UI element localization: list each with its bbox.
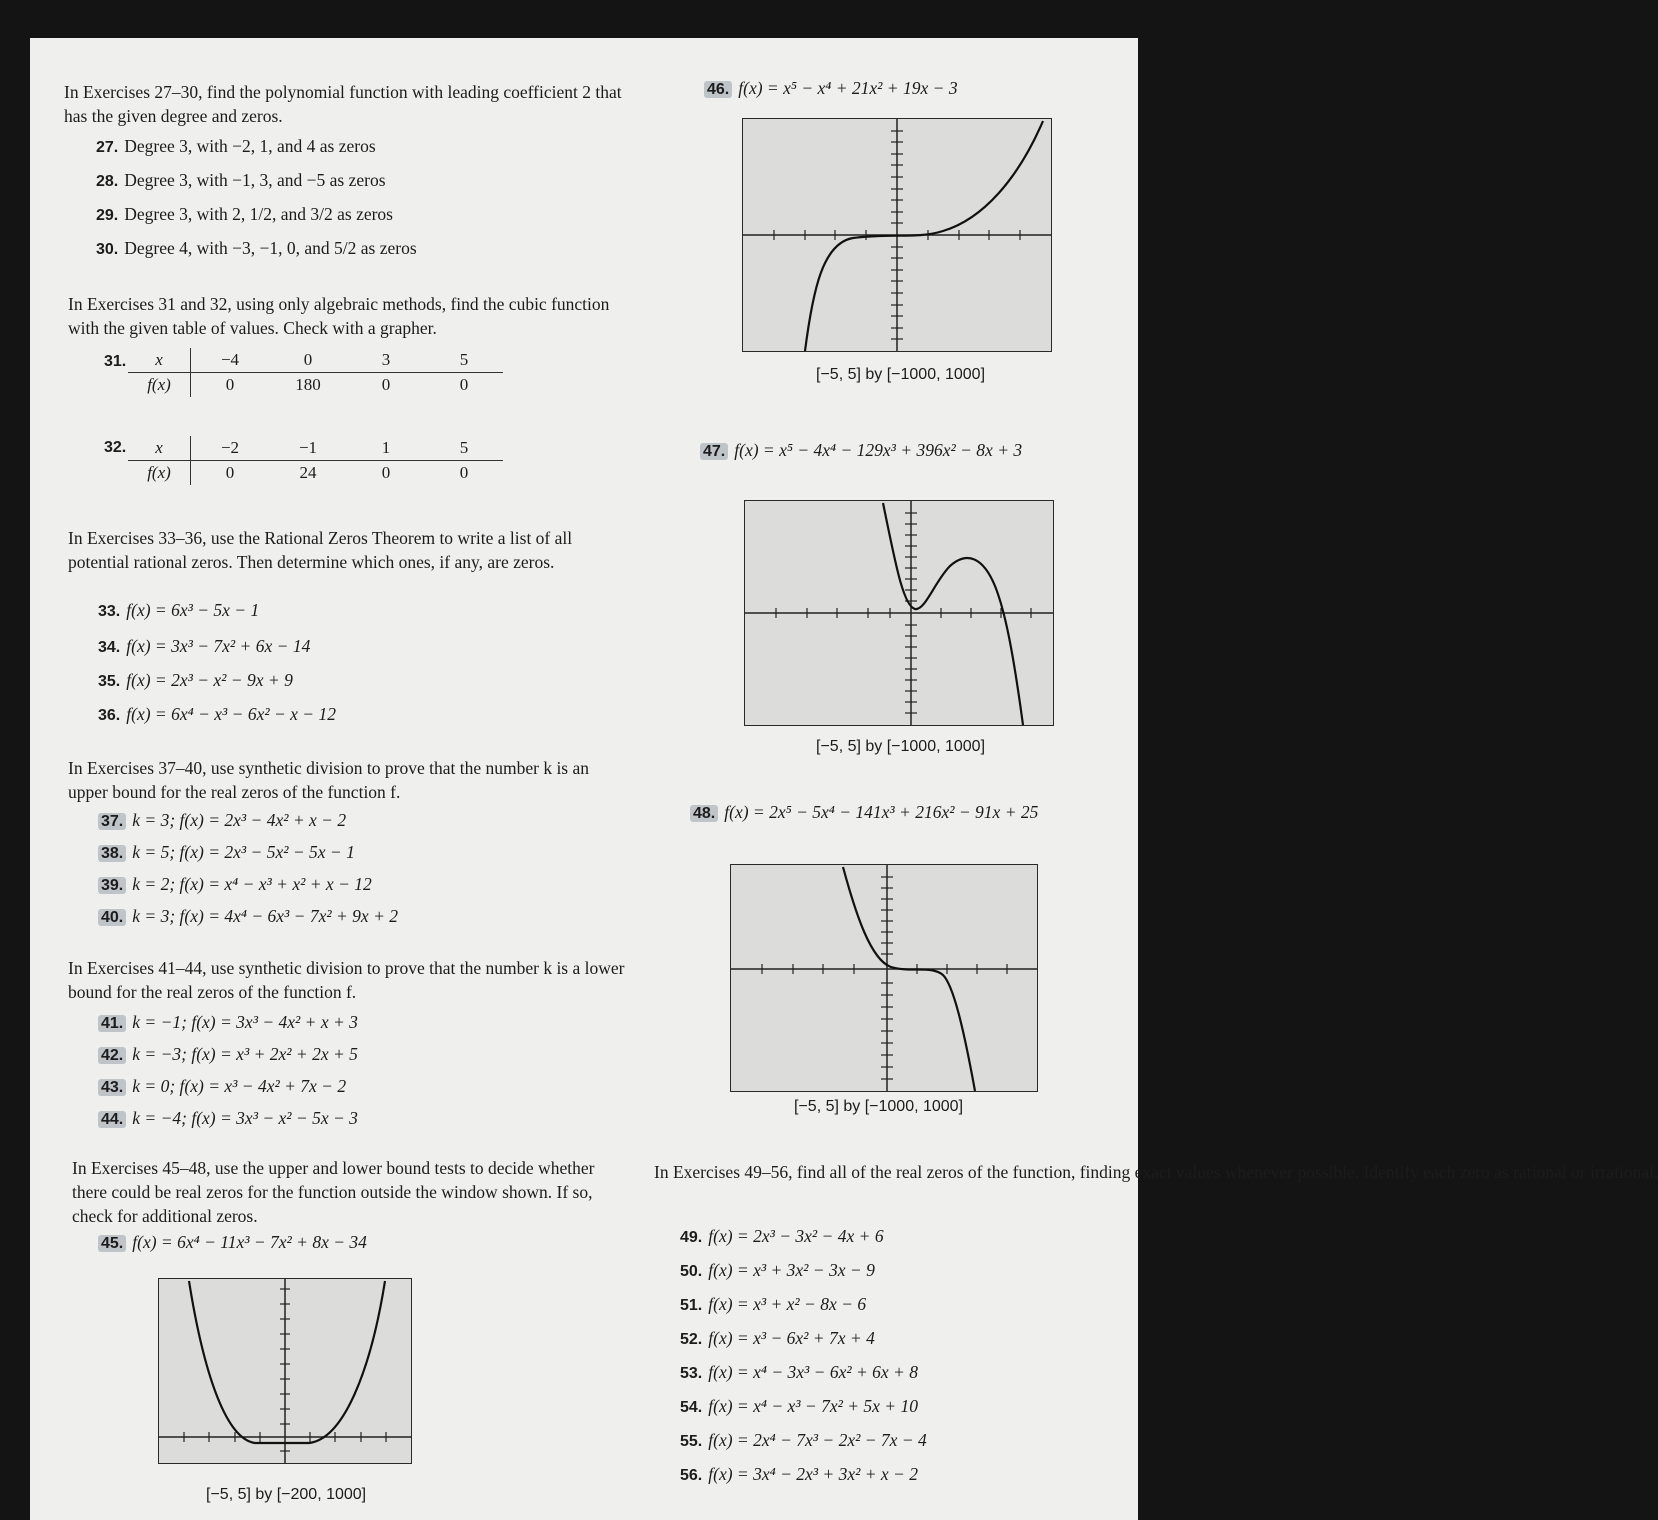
table-cell: 5 xyxy=(425,348,503,373)
instruction-45-48: In Exercises 45–48, use the upper and lower bound tests to decide whether there could be real zeros for the function outside the window shown. If so, check for additional zeros. xyxy=(72,1158,595,1226)
function-curve xyxy=(843,867,975,1091)
table-cell: −4 xyxy=(191,348,270,373)
window-46: [−5, 5] by [−1000, 1000] xyxy=(816,366,986,383)
exercise-36: 36. f(x) = 6x⁴ − x³ − 6x² − x − 12 xyxy=(98,704,336,724)
table-cell: 0 xyxy=(381,375,391,394)
graph-47 xyxy=(744,500,1054,726)
exercise-47: 47. f(x) = x⁵ − 4x⁴ − 129x³ + 396x² − 8x + 3 xyxy=(700,440,1022,461)
table-cell: −2 xyxy=(191,436,270,461)
table-cell: 0 xyxy=(225,463,235,482)
exercise-51: 51. f(x) = x³ + x² − 8x − 6 xyxy=(680,1294,867,1314)
table-cell: 0 xyxy=(459,463,469,482)
instruction-37-40: In Exercises 37–40, use synthetic division to prove that the number k is an upper bound for the real zeros of the function f. xyxy=(68,758,590,802)
instruction-27-30: In Exercises 27–30, find the polynomial function with leading coefficient 2 that has the given degree and zeros. xyxy=(64,82,622,126)
window-47: [−5, 5] by [−1000, 1000] xyxy=(816,738,986,755)
instruction-49-56: In Exercises 49–56, find all of the real zeros of the function, finding exact values whenever possible. Identify each zero as rational or irrational. xyxy=(654,1162,1658,1182)
exercise-40: 40. k = 3; f(x) = 4x⁴ − 6x³ − 7x² + 9x + 2 xyxy=(98,906,398,927)
exercise-44: 44. k = −4; f(x) = 3x³ − x² − 5x − 3 xyxy=(98,1108,358,1129)
function-curve xyxy=(805,121,1043,351)
table-header: x xyxy=(128,436,191,461)
exercise-29: 29. Degree 3, with 2, 1/2, and 3/2 as zeros xyxy=(96,204,393,224)
graph-48 xyxy=(730,864,1038,1092)
textbook-page xyxy=(30,38,1658,1520)
table-31 xyxy=(128,348,503,397)
window-48: [−5, 5] by [−1000, 1000] xyxy=(794,1098,964,1115)
table-32 xyxy=(128,436,503,485)
table-cell: 3 xyxy=(347,348,425,373)
table-cell: 180 xyxy=(295,375,321,394)
table-cell: 0 xyxy=(381,463,391,482)
exercise-52: 52. f(x) = x³ − 6x² + 7x + 4 xyxy=(680,1328,875,1348)
exercise-33: 33. f(x) = 6x³ − 5x − 1 xyxy=(98,600,260,620)
exercise-53: 53. f(x) = x⁴ − 3x³ − 6x² + 6x + 8 xyxy=(680,1362,918,1382)
instruction-31-32: In Exercises 31 and 32, using only algebraic methods, find the cubic function with the given table of values. Check with a grapher. xyxy=(68,294,610,338)
window-45: [−5, 5] by [−200, 1000] xyxy=(206,1486,367,1503)
exercise-56: 56. f(x) = 3x⁴ − 2x³ + 3x² + x − 2 xyxy=(680,1464,918,1484)
exercise-35: 35. f(x) = 2x³ − x² − 9x + 9 xyxy=(98,670,293,690)
exercise-48: 48. f(x) = 2x⁵ − 5x⁴ − 141x³ + 216x² − 91x + 25 xyxy=(690,802,1038,823)
table-cell: 24 xyxy=(299,463,317,482)
table-cell: 0 xyxy=(459,375,469,394)
exercise-32-number: 32. xyxy=(104,439,127,456)
graph-45 xyxy=(158,1278,412,1464)
exercise-43: 43. k = 0; f(x) = x³ − 4x² + 7x − 2 xyxy=(98,1076,346,1097)
exercise-38: 38. k = 5; f(x) = 2x³ − 5x² − 5x − 1 xyxy=(98,842,355,863)
graph-46 xyxy=(742,118,1052,352)
table-cell: 0 xyxy=(225,375,235,394)
exercise-37: 37. k = 3; f(x) = 2x³ − 4x² + x − 2 xyxy=(98,810,346,831)
exercise-55: 55. f(x) = 2x⁴ − 7x³ − 2x² − 7x − 4 xyxy=(680,1430,927,1450)
exercise-42: 42. k = −3; f(x) = x³ + 2x² + 2x + 5 xyxy=(98,1044,358,1065)
exercise-31-number: 31. xyxy=(104,353,127,370)
table-header: f(x) xyxy=(128,373,191,398)
table-cell: 1 xyxy=(347,436,425,461)
exercise-45: 45. f(x) = 6x⁴ − 11x³ − 7x² + 8x − 34 xyxy=(98,1232,367,1253)
function-curve xyxy=(189,1281,385,1443)
instruction-41-44: In Exercises 41–44, use synthetic division to prove that the number k is a lower bound for the real zeros of the function f. xyxy=(68,958,625,1002)
function-curve xyxy=(883,503,1023,725)
exercise-30: 30. Degree 4, with −3, −1, 0, and 5/2 as zeros xyxy=(96,238,417,258)
exercise-54: 54. f(x) = x⁴ − x³ − 7x² + 5x + 10 xyxy=(680,1396,918,1416)
instruction-33-36: In Exercises 33–36, use the Rational Zeros Theorem to write a list of all potential rational zeros. Then determine which ones, if any, are zeros. xyxy=(68,528,573,572)
exercise-49: 49. f(x) = 2x³ − 3x² − 4x + 6 xyxy=(680,1226,884,1246)
table-header: x xyxy=(128,348,191,373)
table-cell: 0 xyxy=(269,348,347,373)
exercise-34: 34. f(x) = 3x³ − 7x² + 6x − 14 xyxy=(98,636,311,656)
exercise-39: 39. k = 2; f(x) = x⁴ − x³ + x² + x − 12 xyxy=(98,874,372,895)
exercise-41: 41. k = −1; f(x) = 3x³ − 4x² + x + 3 xyxy=(98,1012,358,1033)
table-cell: 5 xyxy=(425,436,503,461)
exercise-28: 28. Degree 3, with −1, 3, and −5 as zeros xyxy=(96,170,386,190)
table-header: f(x) xyxy=(128,461,191,486)
exercise-46: 46. f(x) = x⁵ − x⁴ + 21x² + 19x − 3 xyxy=(704,78,958,99)
exercise-50: 50. f(x) = x³ + 3x² − 3x − 9 xyxy=(680,1260,875,1280)
table-cell: −1 xyxy=(269,436,347,461)
exercise-27: 27. Degree 3, with −2, 1, and 4 as zeros xyxy=(96,136,376,156)
